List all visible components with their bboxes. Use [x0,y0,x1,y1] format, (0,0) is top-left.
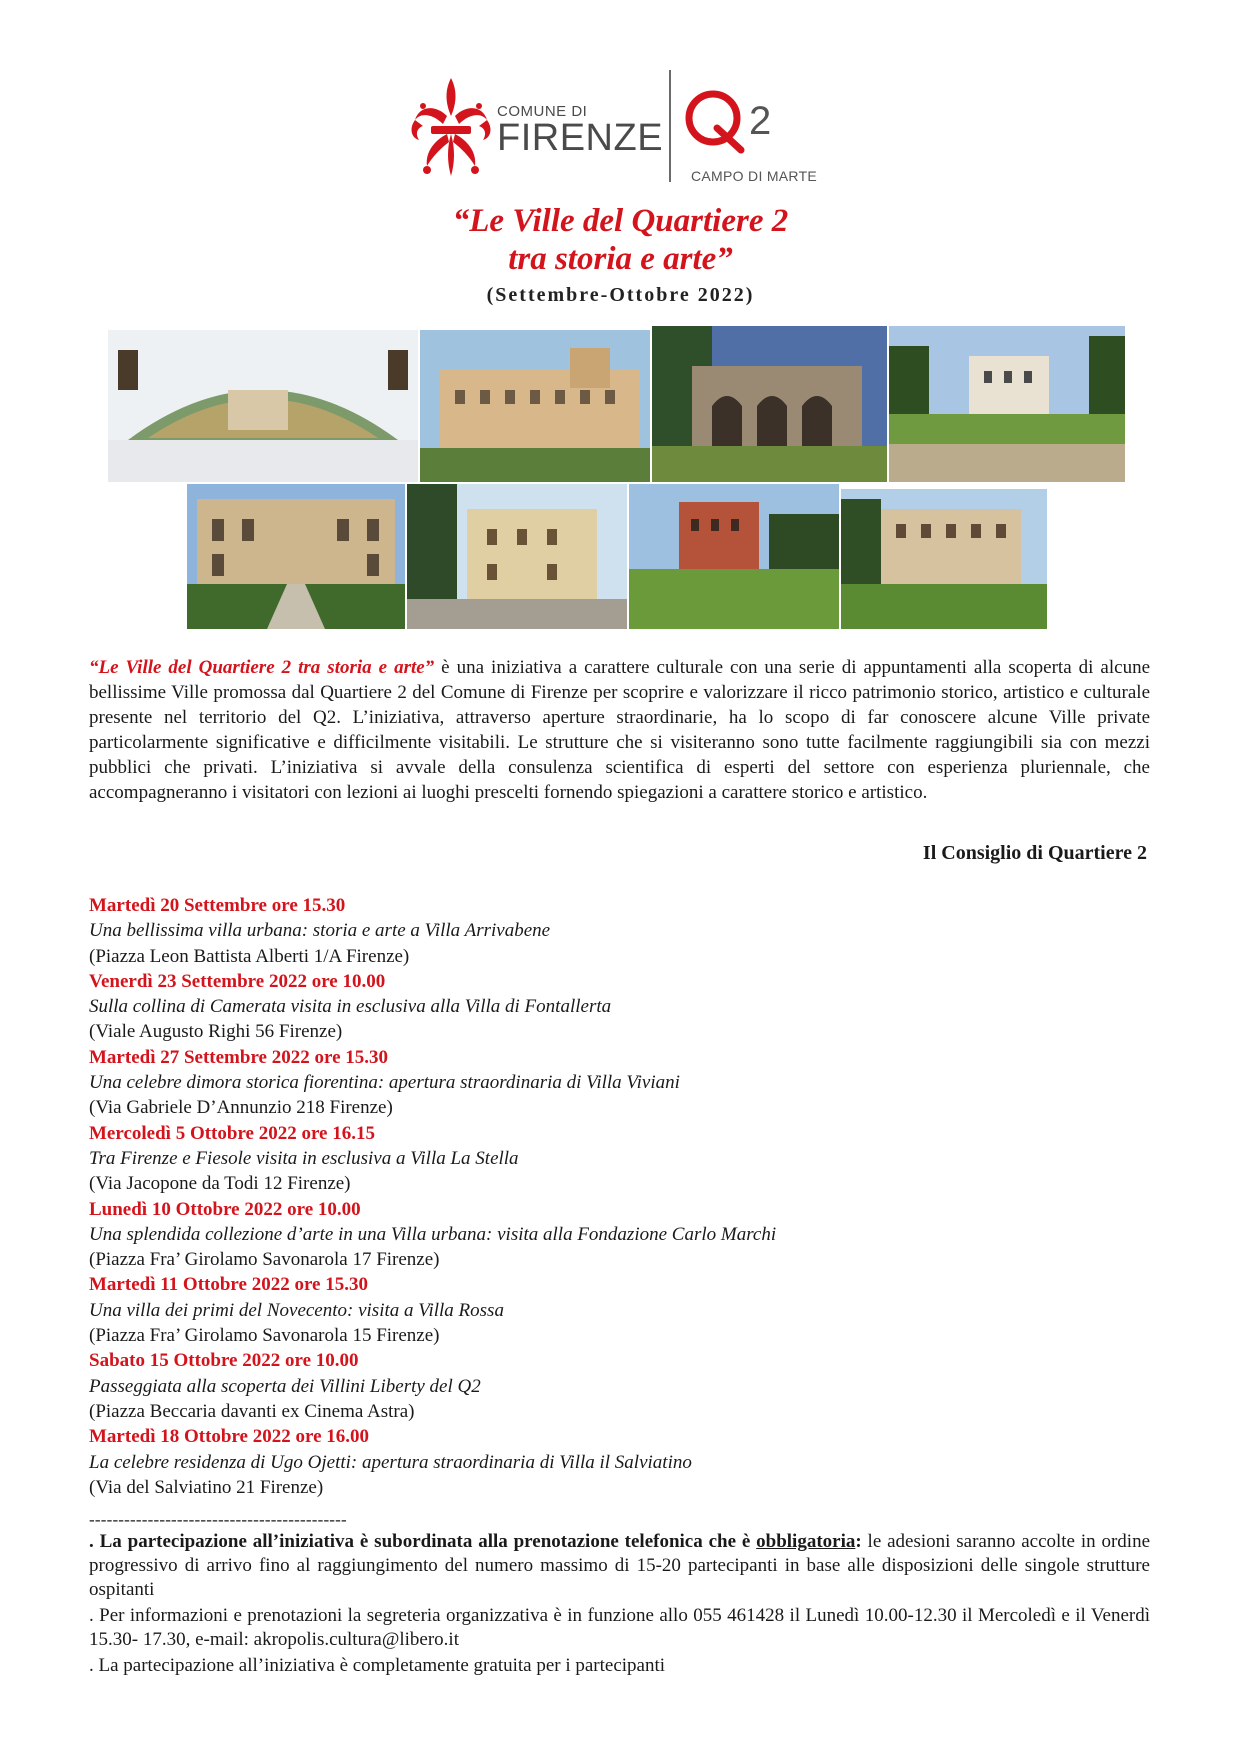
stained-glass-window-photo [108,330,418,482]
note-free: . La partecipazione all’iniziativa è completamente gratuita per i partecipanti [89,1655,666,1676]
event-description: Una splendida collezione d’arte in una Villa urbana: visita alla Fondazione Carlo Marchi [89,1223,777,1245]
firenze-label: FIRENZE [497,117,664,159]
event-date: Martedì 18 Ottobre 2022 ore 16.00 [89,1426,370,1448]
event-date: Sabato 15 Ottobre 2022 ore 10.00 [89,1350,359,1372]
page-title-line1: “Le Ville del Quartiere 2 [452,203,789,239]
event-description: Passeggiata alla scoperta dei Villini Liberty del Q2 [89,1375,481,1397]
event-place: (Piazza Leon Battista Alberti 1/A Firenze) [89,945,410,967]
q2-logo-icon [683,84,793,154]
event-description: La celebre residenza di Ugo Ojetti: apertura straordinaria di Villa il Salviatino [89,1451,692,1473]
intro-lead: “Le Ville del Quartiere 2 tra storia e arte” [89,657,435,678]
event-item [89,1272,1149,1348]
event-item [89,969,1149,1045]
event-item [89,1045,1149,1121]
campo-di-marte-label: CAMPO DI MARTE [691,168,818,184]
event-place: (Via del Salviatino 21 Firenze) [89,1476,324,1498]
event-item [89,1121,1149,1197]
event-place: (Viale Augusto Righi 56 Firenze) [89,1021,343,1043]
logo-divider [669,70,671,182]
villa-tower-photo [407,484,627,629]
event-description: Tra Firenze e Fiesole visita in esclusiva a Villa La Stella [89,1147,519,1169]
intro-text: è una iniziativa a carattere culturale con una serie di appuntamenti alla scoperta di alcune bellissime Ville promossa dal Quartiere 2 del Comune di Firenze per scoprire e valorizzare il ricco patrimonio storico, artistico e culturale presente nel territorio del Q2. L’iniziativa, attraverso aperture straordinarie, ha lo scopo di far conoscere alcune Ville private particolarmente significative e difficilmente visitabili. Le strutture che si visiteranno sono tutte facilmente raggiungibili sia con mezzi pubblici che privati. L’iniziativa si avvale della consulenza scientifica di esperti del settore con esperienza pluriennale, che accompagneranno i visitatori con lezioni ai luoghi prescelti fornendo spiegazioni a carattere storico e artistico. [89,657,1150,803]
event-description: Una celebre dimora storica fiorentina: apertura straordinaria di Villa Viviani [89,1072,680,1094]
villa-park-photo [841,489,1047,629]
q2-digit: 2 [749,99,772,143]
event-place: (Piazza Fra’ Girolamo Savonarola 15 Firenze) [89,1325,440,1347]
note-booking-rest: le adesioni saranno accolte in ordine progressivo di arrivo fino al raggiungimento del numero massimo di 15-20 partecipanti in base alle disposizioni delle singole strutture ospitanti [89,1531,1150,1600]
event-date: Martedì 27 Settembre 2022 ore 15.30 [89,1046,388,1068]
event-description: Una bellissima villa urbana: storia e arte a Villa Arrivabene [89,920,551,942]
event-place: (Piazza Beccaria davanti ex Cinema Astra) [89,1400,415,1422]
comune-label: COMUNE DI [497,103,588,120]
note-booking-bold: La partecipazione all’iniziativa è subordinata alla prenotazione telefonica che è [99,1531,757,1552]
comune-di-firenze-wordmark [497,104,663,157]
event-date: Martedì 20 Settembre ore 15.30 [89,895,346,916]
notes-section [89,1530,1150,1680]
intro-paragraph [89,655,1150,805]
note-booking-obbligatoria: obbligatoria [756,1531,856,1552]
event-place: (Via Jacopone da Todi 12 Firenze) [89,1173,351,1195]
event-description: Una villa dei primi del Novecento: visita a Villa Rossa [89,1299,504,1321]
event-item [89,1424,1149,1500]
event-date: Venerdì 23 Settembre 2022 ore 10.00 [89,970,386,992]
villa-garden-photo [889,326,1125,482]
separator-line: -------------------------------------------- [89,1510,347,1529]
note-booking-colon: : [855,1531,862,1552]
florence-lily-icon [405,76,497,180]
villa-facade-photo [420,330,650,482]
page-subtitle-period: (Settembre-Ottobre 2022) [486,284,755,306]
note-info: . Per informazioni e prenotazioni la segreteria organizzativa è in funzione allo 055 461428 il Lunedì 10.00-12.30 il Mercoledì e il Venerdì 15.30- 17.30, e-mail: akropolis.cultura@libero.it [89,1605,1150,1650]
note-booking [89,1530,1150,1602]
event-item [89,1348,1149,1424]
note-booking-prefix: . [89,1531,100,1552]
villa-courtyard-photo [187,484,405,629]
event-date: Lunedì 10 Ottobre 2022 ore 10.00 [89,1198,361,1220]
event-item [89,893,1149,969]
page-title-line2: tra storia e arte” [508,241,733,277]
event-date: Mercoledì 5 Ottobre 2022 ore 16.15 [89,1122,375,1144]
event-item [89,1197,1149,1273]
header-logos [405,70,835,190]
event-description: Sulla collina di Camerata visita in esclusiva alla Villa di Fontallerta [89,996,612,1018]
villa-loggia-photo [652,326,887,482]
signature: Il Consiglio di Quartiere 2 [922,842,1147,864]
villa-rossa-photo [629,484,839,629]
event-place: (Via Gabriele D’Annunzio 218 Firenze) [89,1097,393,1119]
events-list [89,893,1149,1500]
event-place: (Piazza Fra’ Girolamo Savonarola 17 Firenze) [89,1249,440,1271]
event-date: Martedì 11 Ottobre 2022 ore 15.30 [89,1274,368,1296]
